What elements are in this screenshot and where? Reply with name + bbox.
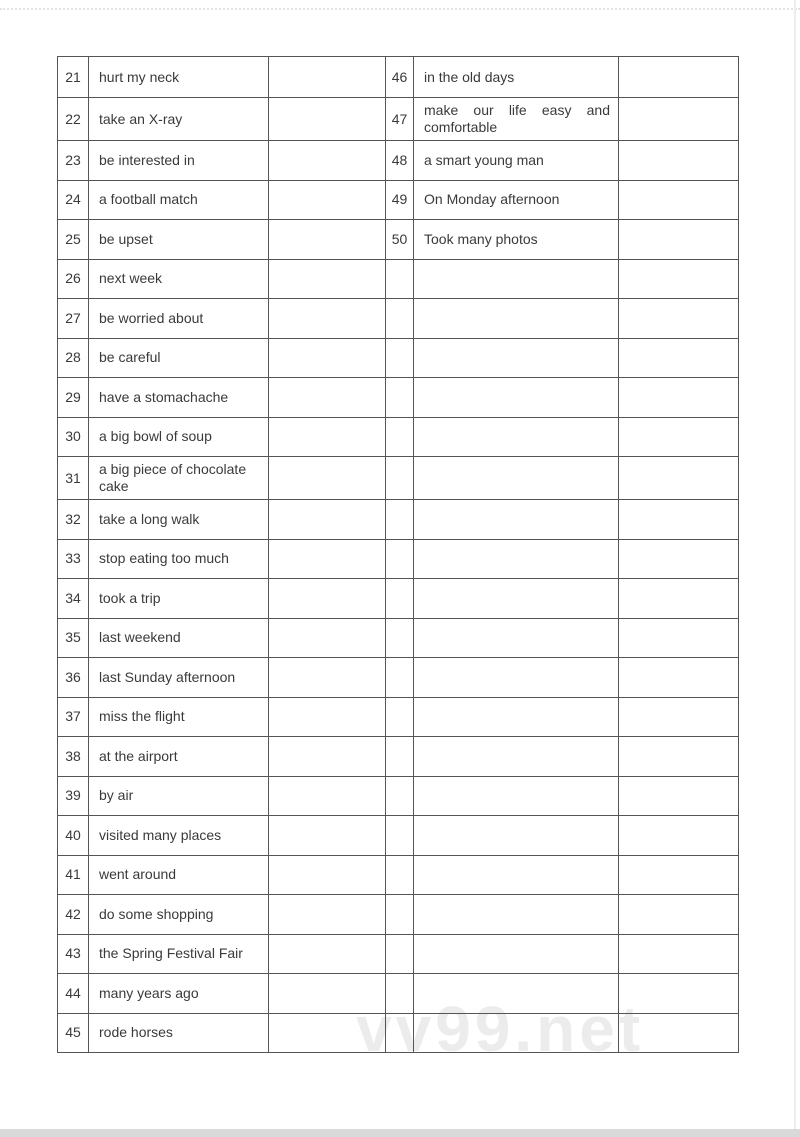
phrase-cell: in the old days [414,57,619,98]
answer-blank-cell [619,378,739,418]
row-number-cell: 39 [58,776,89,816]
row-number-cell: 42 [58,895,89,935]
table-row [58,180,739,220]
row-number-cell: 44 [58,974,89,1014]
row-number-cell: 41 [58,855,89,895]
row-number-cell: 24 [58,180,89,220]
table-row [58,299,739,339]
answer-blank-cell [619,658,739,698]
answer-blank-cell [269,579,386,619]
row-number-cell: 48 [386,141,414,181]
answer-blank-cell [269,618,386,658]
answer-blank-cell [269,934,386,974]
page-top-edge [0,8,800,10]
answer-blank-cell [269,539,386,579]
row-number-cell: 25 [58,220,89,260]
phrase-cell [414,855,619,895]
row-number-cell [386,618,414,658]
page-right-edge [794,0,796,1130]
row-number-cell: 33 [58,539,89,579]
phrase-cell [414,934,619,974]
phrase-cell: many years ago [89,974,269,1014]
row-number-cell [386,974,414,1014]
phrase-cell [414,417,619,457]
phrase-cell: be upset [89,220,269,260]
phrase-cell [414,816,619,856]
phrase-cell: be interested in [89,141,269,181]
answer-blank-cell [619,1013,739,1053]
phrase-cell: rode horses [89,1013,269,1053]
phrase-cell: a big bowl of soup [89,417,269,457]
table-row [58,417,739,457]
phrase-cell: take a long walk [89,500,269,540]
row-number-cell: 34 [58,579,89,619]
table-row [58,816,739,856]
answer-blank-cell [269,338,386,378]
table-row [58,378,739,418]
phrase-cell: visited many places [89,816,269,856]
phrase-cell: Took many photos [414,220,619,260]
phrase-cell: miss the flight [89,697,269,737]
phrase-cell [414,776,619,816]
phrase-cell [414,974,619,1014]
row-number-cell: 38 [58,737,89,777]
row-number-cell: 23 [58,141,89,181]
answer-blank-cell [269,299,386,339]
row-number-cell [386,259,414,299]
phrase-cell: the Spring Festival Fair [89,934,269,974]
row-number-cell: 46 [386,57,414,98]
row-number-cell: 32 [58,500,89,540]
row-number-cell: 49 [386,180,414,220]
table-row [58,855,739,895]
answer-blank-cell [269,457,386,500]
answer-blank-cell [619,816,739,856]
phrase-cell [414,737,619,777]
row-number-cell [386,500,414,540]
row-number-cell [386,579,414,619]
phrase-cell: last weekend [89,618,269,658]
answer-blank-cell [619,220,739,260]
page-bottom-strip [0,1129,800,1137]
answer-blank-cell [619,180,739,220]
answer-blank-cell [619,697,739,737]
table-row [58,57,739,98]
phrase-cell: be worried about [89,299,269,339]
answer-blank-cell [619,895,739,935]
table-row [58,338,739,378]
answer-blank-cell [269,658,386,698]
row-number-cell: 47 [386,98,414,141]
table-row [58,658,739,698]
answer-blank-cell [619,417,739,457]
table-row [58,579,739,619]
row-number-cell [386,816,414,856]
table-row [58,618,739,658]
row-number-cell [386,934,414,974]
phrase-cell [414,299,619,339]
answer-blank-cell [619,737,739,777]
row-number-cell: 40 [58,816,89,856]
answer-blank-cell [619,57,739,98]
answer-blank-cell [619,500,739,540]
row-number-cell [386,855,414,895]
row-number-cell [386,658,414,698]
phrase-cell: make our life easy and comfortable [414,98,619,141]
answer-blank-cell [269,855,386,895]
phrase-cell [414,697,619,737]
phrase-cell: have a stomachache [89,378,269,418]
phrase-cell: last Sunday afternoon [89,658,269,698]
row-number-cell [386,338,414,378]
answer-blank-cell [619,618,739,658]
phrase-cell [414,338,619,378]
phrase-cell: by air [89,776,269,816]
row-number-cell: 22 [58,98,89,141]
row-number-cell: 35 [58,618,89,658]
row-number-cell: 36 [58,658,89,698]
row-number-cell: 29 [58,378,89,418]
answer-blank-cell [269,259,386,299]
phrase-cell [414,1013,619,1053]
phrase-cell [414,457,619,500]
phrase-cell: took a trip [89,579,269,619]
phrase-cell: On Monday afternoon [414,180,619,220]
answer-blank-cell [619,457,739,500]
phrase-cell: next week [89,259,269,299]
phrase-cell [414,259,619,299]
row-number-cell [386,539,414,579]
answer-blank-cell [269,895,386,935]
answer-blank-cell [269,57,386,98]
table-row [58,934,739,974]
answer-blank-cell [269,1013,386,1053]
phrase-table [57,56,739,1053]
row-number-cell [386,417,414,457]
answer-blank-cell [619,855,739,895]
row-number-cell [386,895,414,935]
row-number-cell [386,299,414,339]
row-number-cell: 43 [58,934,89,974]
answer-blank-cell [619,934,739,974]
row-number-cell [386,1013,414,1053]
answer-blank-cell [269,776,386,816]
answer-blank-cell [619,338,739,378]
answer-blank-cell [619,974,739,1014]
row-number-cell: 26 [58,259,89,299]
table-row [58,98,739,141]
table-row [58,776,739,816]
answer-blank-cell [619,259,739,299]
row-number-cell: 28 [58,338,89,378]
table-row [58,539,739,579]
row-number-cell [386,457,414,500]
answer-blank-cell [269,816,386,856]
answer-blank-cell [269,417,386,457]
phrase-cell: a smart young man [414,141,619,181]
phrase-cell [414,539,619,579]
answer-blank-cell [269,500,386,540]
phrase-cell: do some shopping [89,895,269,935]
phrase-cell: be careful [89,338,269,378]
answer-blank-cell [269,737,386,777]
row-number-cell: 21 [58,57,89,98]
phrase-cell: at the airport [89,737,269,777]
row-number-cell: 30 [58,417,89,457]
row-number-cell [386,697,414,737]
row-number-cell [386,378,414,418]
answer-blank-cell [619,776,739,816]
phrase-cell: a big piece of chocolate cake [89,457,269,500]
table-row [58,1013,739,1053]
phrase-cell [414,378,619,418]
table-row [58,259,739,299]
row-number-cell [386,776,414,816]
row-number-cell: 37 [58,697,89,737]
phrase-cell [414,895,619,935]
answer-blank-cell [619,98,739,141]
phrase-cell: a football match [89,180,269,220]
phrase-cell: hurt my neck [89,57,269,98]
phrase-cell: went around [89,855,269,895]
row-number-cell: 45 [58,1013,89,1053]
answer-blank-cell [269,180,386,220]
table-row [58,974,739,1014]
answer-blank-cell [269,141,386,181]
table-row [58,737,739,777]
table-row [58,220,739,260]
phrase-cell: take an X-ray [89,98,269,141]
row-number-cell: 31 [58,457,89,500]
answer-blank-cell [269,697,386,737]
answer-blank-cell [619,299,739,339]
phrase-cell [414,658,619,698]
answer-blank-cell [269,974,386,1014]
answer-blank-cell [619,539,739,579]
phrase-cell [414,579,619,619]
table-row [58,697,739,737]
row-number-cell: 50 [386,220,414,260]
watermark: vv99.net [356,993,645,1065]
table-row [58,500,739,540]
row-number-cell: 27 [58,299,89,339]
phrase-cell: stop eating too much [89,539,269,579]
table-row [58,895,739,935]
answer-blank-cell [269,378,386,418]
row-number-cell [386,737,414,777]
answer-blank-cell [619,579,739,619]
answer-blank-cell [619,141,739,181]
phrase-cell [414,500,619,540]
table-row [58,141,739,181]
table-row [58,457,739,500]
answer-blank-cell [269,220,386,260]
phrase-cell [414,618,619,658]
answer-blank-cell [269,98,386,141]
